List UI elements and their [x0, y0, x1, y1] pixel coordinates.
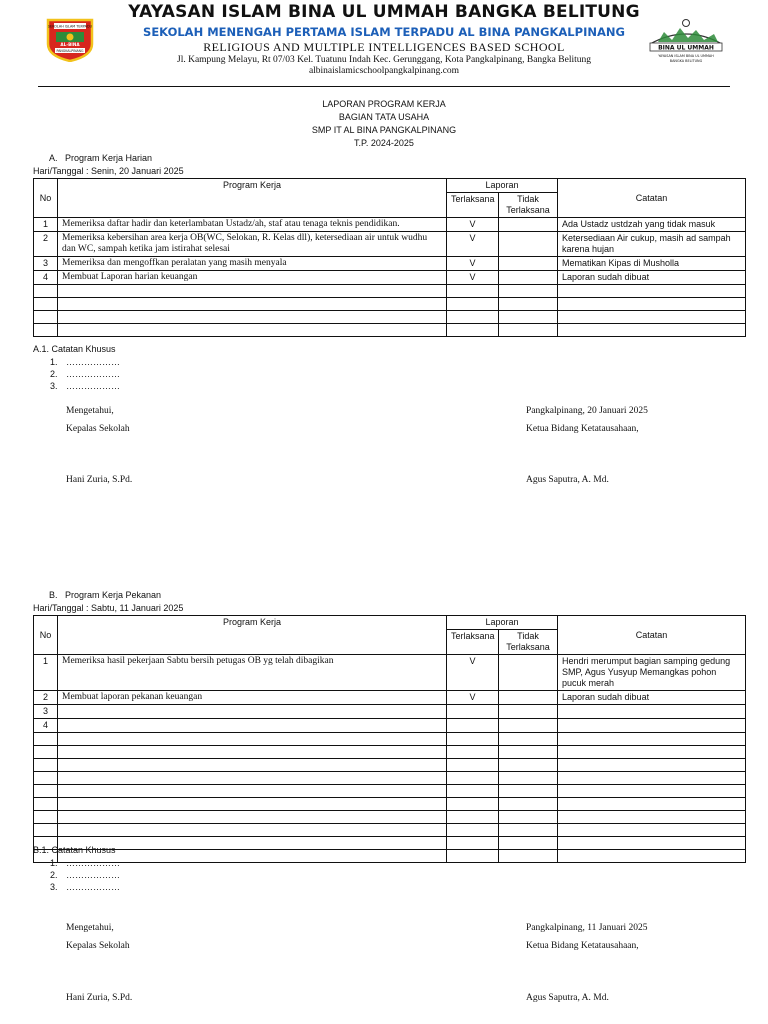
empty-cell — [34, 298, 58, 311]
row-no: 3 — [34, 705, 58, 719]
row-no: 4 — [34, 271, 58, 285]
empty-cell — [447, 324, 499, 337]
empty-cell — [58, 298, 447, 311]
sign-b-right-2: Ketua Bidang Ketatausahaan, — [526, 941, 639, 951]
empty-cell — [558, 785, 746, 798]
header-tidak-terlaksana: Tidak Terlaksana — [499, 630, 558, 655]
report-title-1: LAPORAN PROGRAM KERJA — [322, 99, 446, 109]
row-tidak-terlaksana — [499, 218, 558, 232]
row-no: 3 — [34, 257, 58, 271]
sign-b-left-2: Kepalas Sekolah — [66, 941, 130, 951]
list-number: 2. — [50, 369, 58, 379]
list-text: ……………… — [66, 882, 120, 892]
empty-cell — [447, 298, 499, 311]
row-terlaksana: V — [447, 232, 499, 257]
school-tagline: RELIGIOUS AND MULTIPLE INTELLIGENCES BASED SCHOOL — [203, 40, 565, 54]
empty-cell — [499, 837, 558, 850]
empty-cell — [58, 811, 447, 824]
empty-cell — [499, 324, 558, 337]
empty-cell — [558, 311, 746, 324]
header-laporan: Laporan — [447, 616, 558, 630]
sign-a-right-1: Pangkalpinang, 20 Januari 2025 — [526, 406, 648, 416]
report-title-4: T.P. 2024-2025 — [354, 138, 414, 148]
empty-cell — [558, 837, 746, 850]
list-item — [50, 869, 120, 881]
empty-cell — [447, 850, 499, 863]
empty-table-row — [34, 811, 746, 824]
header-laporan: Laporan — [447, 179, 558, 193]
empty-cell — [447, 811, 499, 824]
empty-table-row — [34, 733, 746, 746]
row-no: 1 — [34, 655, 58, 691]
empty-table-row — [34, 772, 746, 785]
empty-cell — [558, 798, 746, 811]
empty-cell — [558, 298, 746, 311]
empty-cell — [34, 824, 58, 837]
header-terlaksana: Terlaksana — [447, 630, 499, 655]
empty-cell — [34, 311, 58, 324]
header-program: Program Kerja — [58, 179, 447, 218]
header-program: Program Kerja — [58, 616, 447, 655]
row-no: 2 — [34, 691, 58, 705]
section-b-notes-heading: B.1. Catatan Khusus — [33, 845, 116, 855]
foundation-logo — [644, 18, 728, 66]
empty-cell — [58, 324, 447, 337]
empty-table-row — [34, 759, 746, 772]
empty-cell — [58, 285, 447, 298]
empty-cell — [447, 798, 499, 811]
empty-cell — [558, 850, 746, 863]
empty-table-row — [34, 746, 746, 759]
row-catatan: Ada Ustadz ustdzah yang tidak masuk — [558, 218, 746, 232]
empty-cell — [58, 733, 447, 746]
sign-a-right-name: Agus Saputra, A. Md. — [526, 475, 609, 485]
header-catatan: Catatan — [558, 179, 746, 218]
sign-a-left-1: Mengetahui, — [66, 406, 114, 416]
row-catatan: Laporan sudah dibuat — [558, 271, 746, 285]
list-number: 3. — [50, 381, 58, 391]
empty-cell — [34, 746, 58, 759]
empty-cell — [34, 811, 58, 824]
row-program — [58, 705, 447, 719]
list-item — [50, 368, 120, 380]
empty-cell — [558, 746, 746, 759]
row-no: 2 — [34, 232, 58, 257]
empty-cell — [34, 785, 58, 798]
empty-table-row — [34, 324, 746, 337]
list-text: ……………… — [66, 870, 120, 880]
row-catatan: Mematikan Kipas di Musholla — [558, 257, 746, 271]
school-name: SEKOLAH MENENGAH PERTAMA ISLAM TERPADU AL BINA PANGKALPINANG — [143, 25, 625, 39]
report-title-3: SMP IT AL BINA PANGKALPINANG — [311, 125, 457, 135]
section-a-date: Hari/Tanggal : Senin, 20 Januari 2025 — [33, 166, 184, 176]
logo-right-line-2: YAYASAN ISLAM BINA UL UMMAH — [658, 54, 714, 58]
list-text: ……………… — [66, 357, 120, 367]
table-row — [34, 271, 746, 285]
list-text: ……………… — [66, 858, 120, 868]
list-number: 3. — [50, 882, 58, 892]
row-tidak-terlaksana — [499, 257, 558, 271]
row-no: 4 — [34, 719, 58, 733]
section-a-heading: A. Program Kerja Harian — [49, 153, 153, 163]
empty-cell — [447, 837, 499, 850]
empty-cell — [499, 850, 558, 863]
list-item — [50, 380, 120, 392]
empty-cell — [447, 785, 499, 798]
school-logo — [44, 18, 96, 62]
section-b-date: Hari/Tanggal : Sabtu, 11 Januari 2025 — [33, 603, 184, 613]
sign-a-right-2: Ketua Bidang Ketatausahaan, — [526, 424, 639, 434]
list-text: ……………… — [66, 369, 120, 379]
empty-table-row — [34, 824, 746, 837]
section-b-table — [33, 615, 746, 863]
empty-table-row — [34, 837, 746, 850]
row-program: Memeriksa daftar hadir dan keterlambatan Ustadz/ah, staf atau tenaga teknis pendidikan. — [58, 218, 447, 232]
list-item — [50, 881, 120, 893]
empty-cell — [34, 733, 58, 746]
row-program: Memeriksa kebersihan area kerja OB(WC, Selokan, R. Kelas dll), ketersediaan air untuk wudhu dan WC, sampah ketika jam istirahat selesai — [58, 232, 447, 257]
empty-cell — [447, 311, 499, 324]
empty-cell — [499, 772, 558, 785]
empty-cell — [447, 824, 499, 837]
table-row — [34, 705, 746, 719]
empty-cell — [58, 772, 447, 785]
row-catatan — [558, 705, 746, 719]
row-catatan: Ketersediaan Air cukup, masih ad sampah karena hujan — [558, 232, 746, 257]
row-tidak-terlaksana — [499, 232, 558, 257]
row-tidak-terlaksana — [499, 655, 558, 691]
sign-b-left-name: Hani Zuria, S.Pd. — [66, 993, 133, 1003]
logo-left-line-3: PANGKALPINANG — [56, 49, 84, 53]
list-text: ……………… — [66, 381, 120, 391]
foundation-name: YAYASAN ISLAM BINA UL UMMAH BANGKA BELITUNG — [128, 2, 640, 22]
row-program: Memeriksa hasil pekerjaan Sabtu bersih petugas OB yg telah dibagikan — [58, 655, 447, 691]
row-catatan — [558, 719, 746, 733]
empty-cell — [499, 824, 558, 837]
table-row — [34, 655, 746, 691]
empty-cell — [58, 824, 447, 837]
empty-table-row — [34, 850, 746, 863]
empty-cell — [499, 811, 558, 824]
empty-cell — [34, 772, 58, 785]
empty-table-row — [34, 311, 746, 324]
row-program — [58, 719, 447, 733]
row-terlaksana: V — [447, 257, 499, 271]
empty-cell — [34, 324, 58, 337]
row-terlaksana: V — [447, 655, 499, 691]
logo-left-line-2: AL-BINA — [60, 42, 80, 47]
logo-right-line-1: BINA UL UMMAH — [658, 44, 714, 52]
empty-cell — [447, 772, 499, 785]
empty-cell — [558, 759, 746, 772]
empty-cell — [558, 811, 746, 824]
empty-cell — [499, 298, 558, 311]
school-email: albinaislamicschoolpangkalpinang.com — [308, 66, 460, 76]
empty-table-row — [34, 298, 746, 311]
header-tidak-terlaksana: Tidak Terlaksana — [499, 193, 558, 218]
table-row — [34, 218, 746, 232]
row-tidak-terlaksana — [499, 705, 558, 719]
empty-cell — [558, 324, 746, 337]
empty-cell — [499, 759, 558, 772]
empty-cell — [447, 733, 499, 746]
list-item — [50, 857, 120, 869]
table-row — [34, 257, 746, 271]
header-no: No — [34, 179, 58, 218]
row-no: 1 — [34, 218, 58, 232]
empty-cell — [447, 746, 499, 759]
empty-cell — [447, 285, 499, 298]
header-catatan: Catatan — [558, 616, 746, 655]
empty-cell — [34, 285, 58, 298]
school-address: Jl. Kampung Melayu, Rt 07/03 Kel. Tuatunu Indah Kec. Gerunggang, Kota Pangkalpinang, Bangka Belitung — [177, 55, 591, 65]
empty-cell — [499, 785, 558, 798]
header-terlaksana: Terlaksana — [447, 193, 499, 218]
empty-table-row — [34, 798, 746, 811]
row-program: Membuat laporan pekanan keuangan — [58, 691, 447, 705]
section-b-heading: B. Program Kerja Pekanan — [49, 590, 162, 600]
section-a-table — [33, 178, 746, 337]
row-tidak-terlaksana — [499, 271, 558, 285]
row-terlaksana: V — [447, 691, 499, 705]
sign-b-right-1: Pangkalpinang, 11 Januari 2025 — [526, 923, 648, 933]
row-terlaksana — [447, 705, 499, 719]
letterhead-divider — [38, 86, 730, 87]
empty-cell — [499, 311, 558, 324]
empty-cell — [558, 824, 746, 837]
empty-cell — [499, 746, 558, 759]
sign-b-right-name: Agus Saputra, A. Md. — [526, 993, 609, 1003]
empty-table-row — [34, 285, 746, 298]
table-row — [34, 719, 746, 733]
empty-table-row — [34, 785, 746, 798]
empty-cell — [558, 772, 746, 785]
row-terlaksana — [447, 719, 499, 733]
list-number: 2. — [50, 870, 58, 880]
empty-cell — [58, 746, 447, 759]
row-tidak-terlaksana — [499, 719, 558, 733]
list-item — [50, 356, 120, 368]
sign-b-left-1: Mengetahui, — [66, 923, 114, 933]
row-program: Memeriksa dan mengoffkan peralatan yang masih menyala — [58, 257, 447, 271]
section-b-notes — [50, 857, 120, 893]
sign-a-left-2: Kepalas Sekolah — [66, 424, 130, 434]
empty-cell — [58, 311, 447, 324]
section-a-notes — [50, 356, 120, 392]
row-catatan: Hendri merumput bagian samping gedung SMP, Agus Yusyup Memangkas pohon pucuk merah — [558, 655, 746, 691]
logo-left-line-1: SEKOLAH ISLAM TERPADU — [47, 24, 93, 29]
row-program: Membuat Laporan harian keuangan — [58, 271, 447, 285]
list-number: 1. — [50, 357, 58, 367]
empty-cell — [34, 759, 58, 772]
logo-right-line-3: BANGKA BELITUNG — [669, 59, 703, 63]
empty-cell — [58, 785, 447, 798]
table-row — [34, 232, 746, 257]
row-terlaksana: V — [447, 271, 499, 285]
empty-cell — [499, 285, 558, 298]
header-no: No — [34, 616, 58, 655]
report-title-2: BAGIAN TATA USAHA — [338, 112, 430, 122]
sign-a-left-name: Hani Zuria, S.Pd. — [66, 475, 133, 485]
table-row — [34, 691, 746, 705]
empty-cell — [499, 798, 558, 811]
row-terlaksana: V — [447, 218, 499, 232]
empty-cell — [558, 285, 746, 298]
row-catatan: Laporan sudah dibuat — [558, 691, 746, 705]
row-tidak-terlaksana — [499, 691, 558, 705]
empty-cell — [58, 759, 447, 772]
empty-cell — [499, 733, 558, 746]
empty-cell — [558, 733, 746, 746]
list-number: 1. — [50, 858, 58, 868]
empty-cell — [447, 759, 499, 772]
empty-cell — [34, 798, 58, 811]
empty-cell — [58, 798, 447, 811]
section-a-notes-heading: A.1. Catatan Khusus — [33, 344, 116, 354]
